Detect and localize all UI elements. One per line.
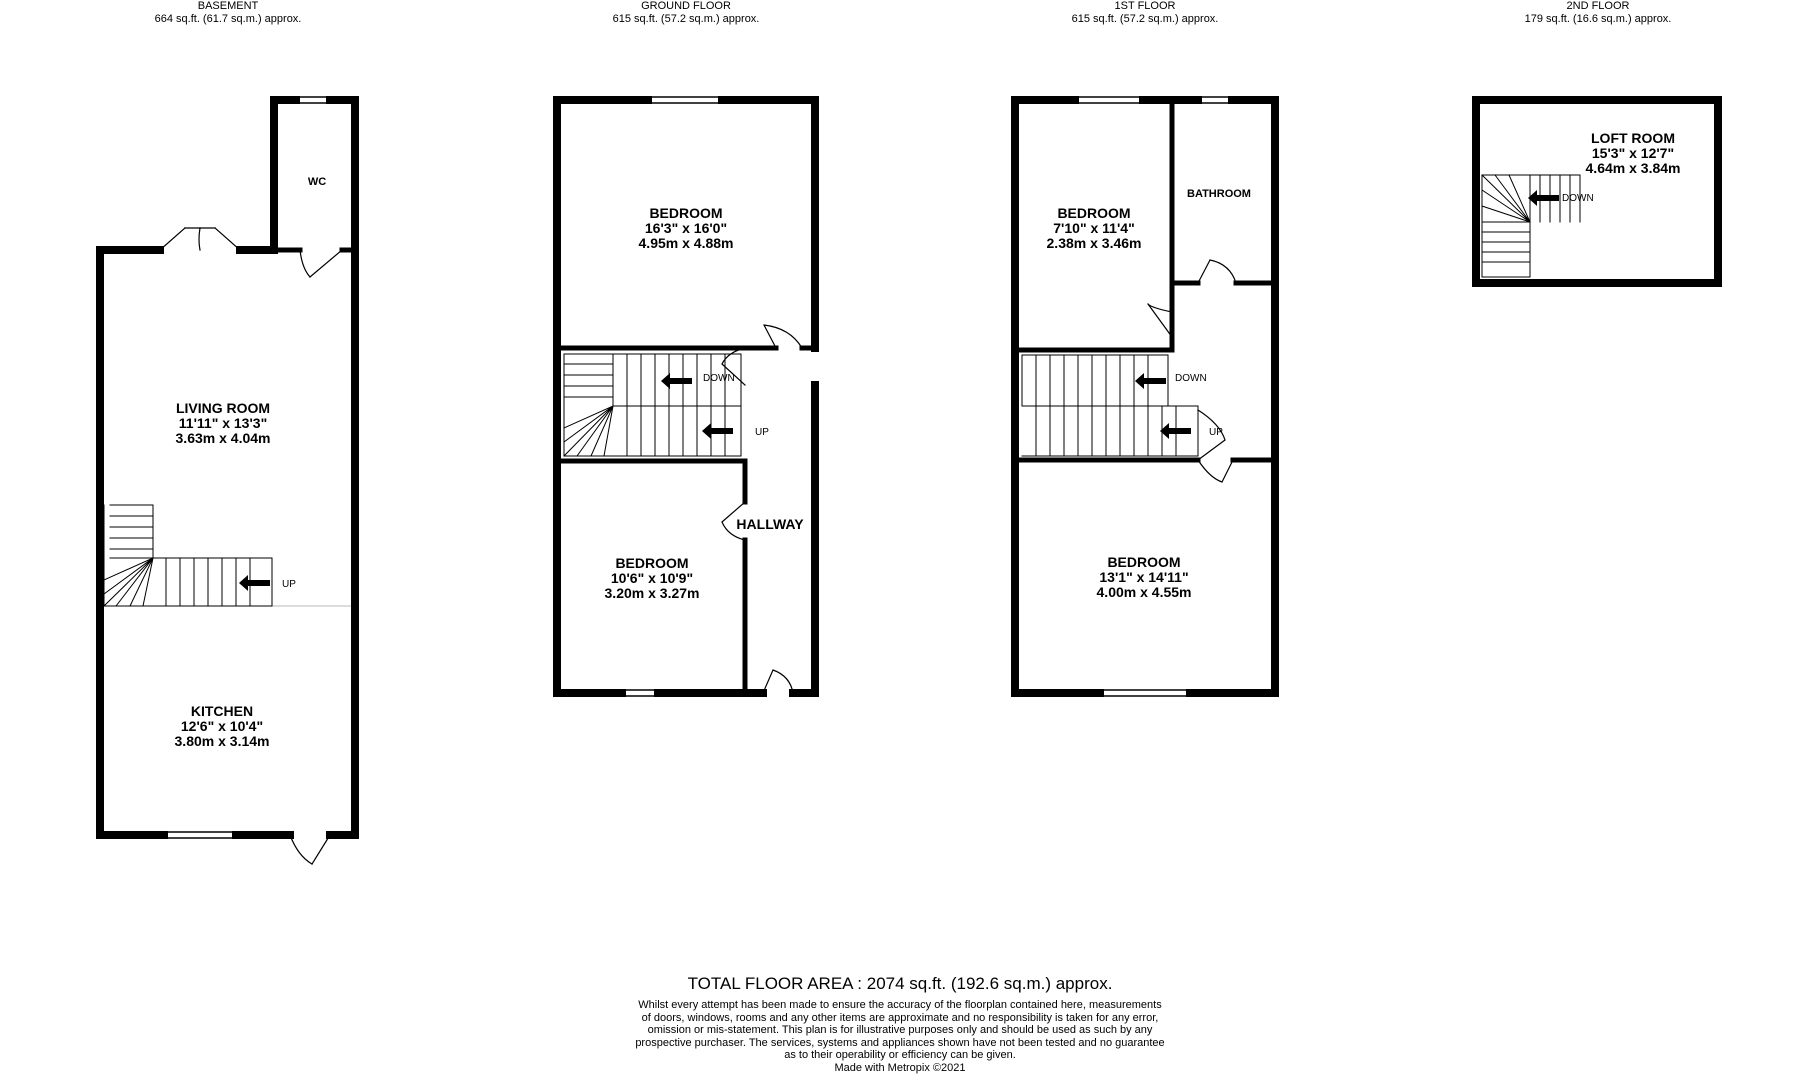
first-window-top-left (1075, 97, 1143, 103)
first-window-bottom (1100, 690, 1190, 696)
room-imperial: 15'3" x 12'7" (1591, 145, 1675, 161)
arrow-up-basement (239, 575, 270, 591)
stair-label-down-first: DOWN (1175, 373, 1207, 384)
room-metric: 3.80m x 3.14m (174, 733, 270, 749)
first-window-top-right (1198, 97, 1232, 103)
stair-label-up-ground: UP (755, 427, 769, 438)
ground-window-top (648, 97, 722, 103)
room-name: LOFT ROOM (1591, 130, 1675, 146)
first-staircase (1022, 355, 1198, 456)
room-imperial: 16'3" x 16'0" (644, 220, 728, 236)
floor-area: 615 sq.ft. (57.2 sq.m.) approx. (612, 13, 760, 25)
room-imperial: 13'1" x 14'11" (1099, 569, 1189, 585)
room-metric: 2.38m x 3.46m (1046, 235, 1142, 251)
room-imperial: 7'10" x 11'4" (1053, 220, 1135, 236)
second-floor-header (1448, 0, 1748, 26)
room-metric: 4.00m x 4.55m (1096, 584, 1192, 600)
room-bathroom (1187, 187, 1251, 202)
room-name: BEDROOM (615, 555, 689, 571)
first-floor-header (995, 0, 1295, 26)
room-imperial: 11'11" x 13'3" (178, 415, 268, 431)
room-name: BEDROOM (1107, 554, 1181, 570)
credit: Made with Metropix ©2021 (834, 1061, 966, 1074)
disclaimer (560, 999, 1240, 1075)
room-loft (1586, 131, 1681, 176)
ground-floor-plan (557, 97, 815, 696)
floor-area: 179 sq.ft. (16.6 sq.m.) approx. (1524, 13, 1672, 25)
arrow-down-first (1135, 373, 1166, 389)
room-name: LIVING ROOM (175, 400, 271, 416)
disclaimer-line: as to their operability or efficiency can be given. (784, 1049, 1016, 1062)
basement-window-top (296, 97, 330, 103)
basement-french-doors (160, 228, 240, 250)
ground-window-bottom (622, 690, 658, 696)
room-wc (308, 175, 326, 190)
disclaimer-line: omission or mis-statement. This plan is for illustrative purposes only and should be used as such by any (647, 1024, 1153, 1037)
basement-window-bottom (164, 832, 236, 838)
disclaimer-line: prospective purchaser. The services, systems and appliances shown have not been tested and no guarantee (635, 1036, 1165, 1049)
disclaimer-line: of doors, windows, rooms and any other items are approximate and no responsibility is taken for any error, (641, 1011, 1159, 1024)
basement-header (78, 0, 378, 26)
room-first-bedroom-small (1047, 206, 1142, 251)
floor-area: 615 sq.ft. (57.2 sq.m.) approx. (1071, 13, 1219, 25)
stair-label-down-ground: DOWN (703, 373, 735, 384)
arrow-up-ground (702, 423, 733, 439)
first-doors (1148, 260, 1236, 482)
room-metric: 4.64m x 3.84m (1585, 160, 1681, 176)
basement-staircase (104, 505, 272, 606)
loft-staircase (1482, 175, 1580, 277)
ground-floor-header (536, 0, 836, 26)
arrow-down-ground (661, 373, 692, 389)
floor-area: 664 sq.ft. (61.7 sq.m.) approx. (154, 13, 302, 25)
basement-exterior-door (290, 835, 330, 864)
room-metric: 4.95m x 4.88m (638, 235, 734, 251)
wc-door-swing (300, 250, 342, 277)
ground-staircase (564, 354, 741, 456)
room-living-room (176, 401, 271, 446)
room-first-bedroom-large (1097, 555, 1192, 600)
room-name: KITCHEN (190, 703, 254, 719)
total-floor-area: TOTAL FLOOR AREA : 2074 sq.ft. (192.6 sq.m.) approx. (687, 974, 1113, 993)
stair-label-up-first: UP (1209, 427, 1223, 438)
footer (560, 974, 1240, 1075)
stair-label-up-basement: UP (282, 579, 296, 590)
room-ground-bedroom-rear (605, 556, 700, 601)
room-name: HALLWAY (736, 516, 804, 532)
arrow-down-loft (1528, 190, 1559, 206)
disclaimer-line: Whilst every attempt has been made to ensure the accuracy of the floorplan contained here, measurements (638, 999, 1162, 1011)
room-metric: 3.63m x 4.04m (175, 430, 271, 446)
room-name: WC (307, 176, 327, 188)
room-kitchen (175, 704, 270, 749)
floor-name: BASEMENT (197, 0, 259, 12)
stair-arrows (239, 190, 1559, 591)
room-imperial: 10'6" x 10'9" (610, 570, 694, 586)
floor-name: 1ST FLOOR (1114, 0, 1176, 12)
second-floor-plan (1476, 100, 1718, 283)
room-metric: 3.20m x 3.27m (604, 585, 700, 601)
floor-name: 2ND FLOOR (1566, 0, 1630, 12)
room-name: BEDROOM (649, 205, 723, 221)
room-ground-bedroom-front (639, 206, 734, 251)
room-hallway (736, 517, 803, 532)
room-name: BEDROOM (1057, 205, 1131, 221)
room-name: BATHROOM (1187, 188, 1251, 200)
stair-label-down-loft: DOWN (1562, 193, 1594, 204)
floor-name: GROUND FLOOR (641, 0, 731, 12)
room-imperial: 12'6" x 10'4" (180, 718, 264, 734)
